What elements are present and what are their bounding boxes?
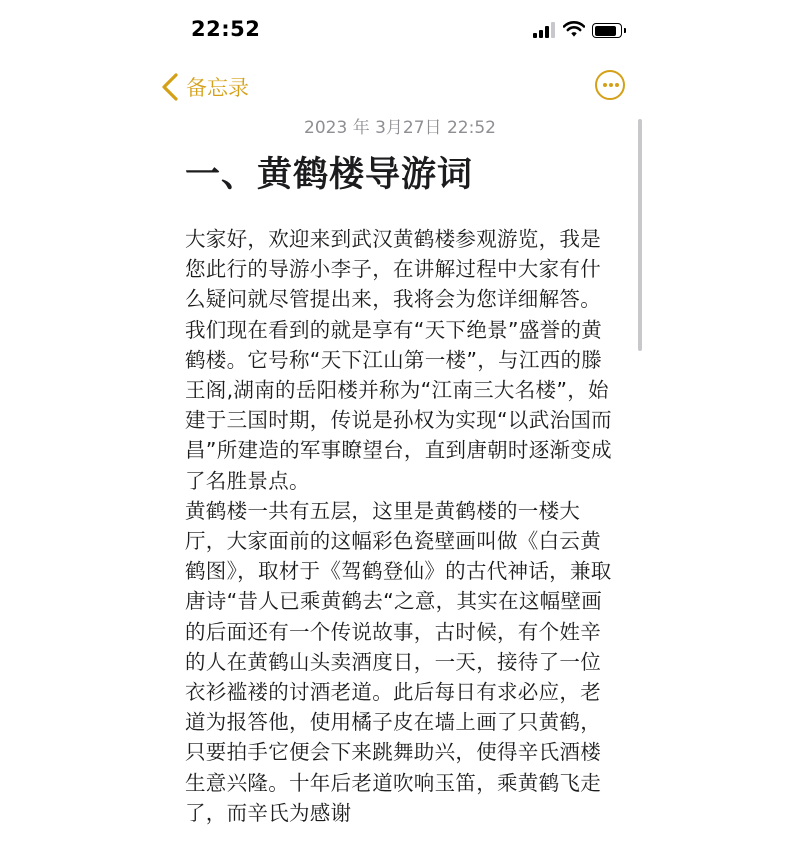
battery-icon [592, 23, 622, 38]
more-dot-icon [609, 83, 613, 87]
note-paragraph: 我们现在看到的就是享有“天下绝景”盛誉的黄鹤楼。它号称“天下江山第一楼”，与江西的滕王阁,湖南的岳阳楼并称为“江南三大名楼”，始建于三国时期，传说是孙权为实现“以武治国而昌”所建造的军事瞭望台，直到唐朝时逐渐变成了名胜景点。 [185, 317, 612, 493]
status-time: 22:52 [191, 17, 261, 41]
note-body[interactable] [185, 224, 615, 828]
note-content[interactable] [185, 112, 615, 828]
chevron-left-icon [160, 72, 180, 102]
more-options-button[interactable] [595, 70, 625, 100]
more-dot-icon [615, 83, 619, 87]
more-dot-icon [603, 83, 607, 87]
cellular-signal-icon [533, 22, 555, 38]
status-icons [533, 20, 628, 42]
note-paragraph: 黄鹤楼一共有五层，这里是黄鹤楼的一楼大厅，大家面前的这幅彩色瓷壁画叫做《白云黄鹤图》，取材于《驾鹤登仙》的古代神话，兼取唐诗“昔人已乘黄鹤去“之意，其实在这幅壁画的后面还有一个传说故事，古时候，有个姓辛的人在黄鹤山头卖酒度日，一天，接待了一位衣衫褴褛的讨酒老道。此后每日有求必应，老道为报答他，使用橘子皮在墙上画了只黄鹤，只要拍手它便会下来跳舞助兴，使得辛氏酒楼生意兴隆。十年后老道吹响玉笛，乘黄鹤飞走了，而辛氏为感谢 [185, 498, 612, 825]
back-button[interactable] [160, 69, 249, 105]
note-date: 2023 年 3月27日 22:52 [304, 118, 496, 138]
note-paragraph: 大家好，欢迎来到武汉黄鹤楼参观游览，我是您此行的导游小李子，在讲解过程中大家有什么疑问就尽管提出来，我将会为您详细解答。 [185, 227, 601, 312]
wifi-icon [563, 20, 585, 38]
nav-bar [0, 62, 800, 112]
scroll-indicator[interactable] [638, 119, 642, 351]
status-bar [0, 0, 800, 62]
note-title: 一、黄鹤楼导游词 [185, 155, 474, 195]
back-label: 备忘录 [186, 76, 249, 100]
